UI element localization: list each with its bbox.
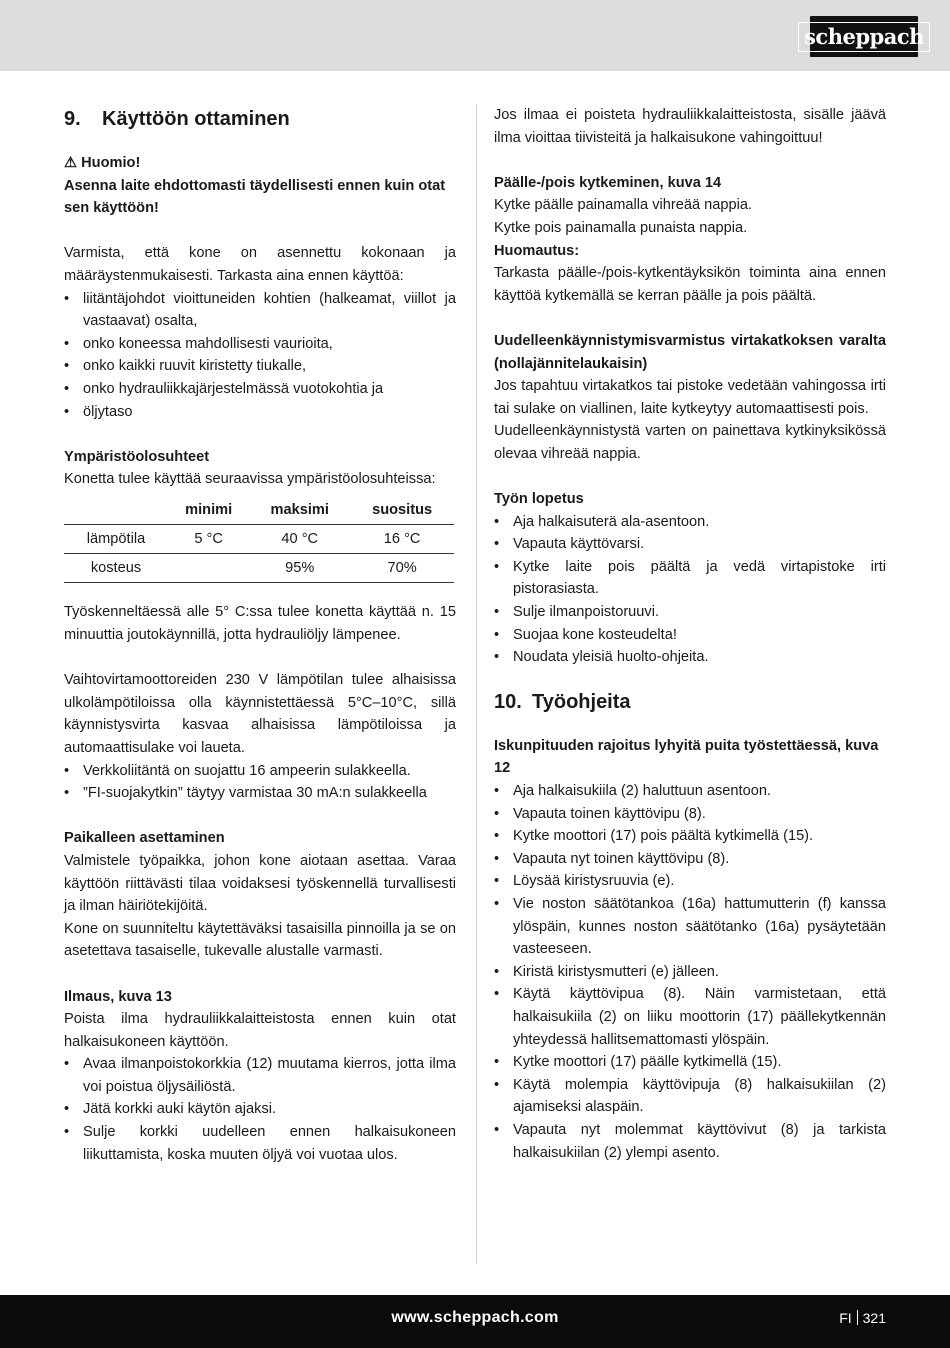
restart-title: Uudelleenkäynnistymisvarmistus virtakatkoksen varalta (nollajännitelaukaisin) bbox=[494, 332, 886, 372]
place-text: Valmistele työpaikka, johon kone aiotaan asettaa. Varaa käyttöön riittävästi tilaa voidaksesi työskennellä turvallisesti ja ilman häiriötekijöitä. bbox=[64, 852, 456, 915]
list-item: • Aja halkaisuterä ala-asentoon. bbox=[494, 511, 886, 534]
stroke-list bbox=[494, 780, 886, 1164]
table-cell: kosteus bbox=[64, 554, 168, 583]
table-header: minimi bbox=[168, 497, 249, 525]
switch-on-text: Kytke päälle painamalla vihreää nappia. bbox=[494, 197, 752, 214]
list-item: • Vie noston säätötankoa (16a) hattumutterin (f) kanssa ylöspäin, kunnes noston säätötanko (16a) pysäytetään vasteeseen. bbox=[494, 893, 886, 961]
list-item: • Aja halkaisukiila (2) haluttuun asentoon. bbox=[494, 780, 886, 803]
table-cell: 40 °C bbox=[249, 525, 350, 554]
list-item: • Käytä molempia käyttövipuja (8) halkaisukiilan (2) ajamiseksi alaspäin. bbox=[494, 1074, 886, 1119]
motor-list bbox=[64, 760, 456, 805]
table-header bbox=[64, 497, 168, 525]
page-number-value: 321 bbox=[862, 1310, 886, 1326]
motor-text: Vaihtovirtamoottoreiden 230 V lämpötilan tulee alhaisissa ulkolämpötiloissa olla käynnistettäessä 5°C–10°C, sillä käynnistysvirta kasvaa alhaisissa lämpötiloissa ja automaattisulake voi laueta. bbox=[64, 672, 456, 756]
footer-url[interactable]: www.scheppach.com bbox=[391, 1309, 559, 1326]
list-item: • Vapauta käyttövarsi. bbox=[494, 533, 886, 556]
page-separator bbox=[857, 1310, 858, 1325]
list-item: • Sulje ilmanpoistoruuvi. bbox=[494, 601, 886, 624]
switch-title: Päälle-/pois kytkeminen, kuva 14 bbox=[494, 174, 722, 191]
cold-text: Työskenneltäessä alle 5° C:ssa tulee konetta käyttää n. 15 minuuttia joutokäynnillä, jotta hydrauliöljy lämpenee. bbox=[64, 604, 456, 643]
table-header: maksimi bbox=[249, 497, 350, 525]
note-text: Tarkasta päälle-/pois-kytkentäyksikön toiminta aina ennen käyttöä kytkemällä se kerran päälle ja pois päältä. bbox=[494, 265, 886, 304]
list-item: • Kytke moottori (17) pois päältä kytkimellä (15). bbox=[494, 825, 886, 848]
env-table bbox=[64, 497, 454, 584]
section-heading-10 bbox=[494, 687, 886, 717]
list-item: • Vapauta toinen käyttövipu (8). bbox=[494, 803, 886, 826]
table-row bbox=[64, 554, 454, 583]
table-cell bbox=[168, 554, 249, 583]
brand-logo-text: scheppach bbox=[798, 22, 930, 52]
list-item: • Suojaa kone kosteudelta! bbox=[494, 624, 886, 647]
language-code: FI bbox=[839, 1310, 852, 1326]
env-title: Ympäristöolosuhteet bbox=[64, 448, 210, 465]
list-item: • Löysää kiristysruuvia (e). bbox=[494, 870, 886, 893]
table-header: suositus bbox=[350, 497, 454, 525]
list-item: • Kytke laite pois päältä ja vedä virtapistoke irti pistorasiasta. bbox=[494, 556, 886, 601]
table-cell: 5 °C bbox=[168, 525, 249, 554]
list-item: • Vapauta nyt toinen käyttövipu (8). bbox=[494, 848, 886, 871]
list-item: • ”FI-suojakytkin” täytyy varmistaa 30 mA:n sulakkeella bbox=[64, 782, 456, 805]
list-item: • Vapauta nyt molemmat käyttövivut (8) ja tarkista halkaisukiilan (2) ylempi asento. bbox=[494, 1119, 886, 1164]
vent-list bbox=[64, 1053, 456, 1166]
page-number bbox=[839, 1310, 886, 1326]
table-cell: 70% bbox=[350, 554, 454, 583]
right-column bbox=[494, 104, 886, 1164]
list-item: • Kytke moottori (17) päälle kytkimellä (15). bbox=[494, 1051, 886, 1074]
section-number: 9. bbox=[64, 108, 81, 130]
list-item: • onko koneessa mahdollisesti vaurioita, bbox=[64, 333, 456, 356]
table-cell: 95% bbox=[249, 554, 350, 583]
footer-bar bbox=[0, 1295, 950, 1348]
header-bar bbox=[0, 0, 950, 71]
vent-text: Poista ilma hydrauliikkalaitteistosta ennen kuin otat halkaisukoneen käyttöön. bbox=[64, 1011, 456, 1050]
check-list bbox=[64, 288, 456, 424]
list-item: • liitäntäjohdot vioittuneiden kohtien (halkeamat, viillot ja vastaavat) osalta, bbox=[64, 288, 456, 333]
column-divider bbox=[476, 104, 477, 1264]
switch-off-text: Kytke pois painamalla punaista nappia. bbox=[494, 219, 748, 236]
warning-text: Asenna laite ehdottomasti täydellisesti ennen kuin otat sen käyttöön! bbox=[64, 177, 446, 217]
list-item: • Käytä käyttövipua (8). Näin varmistetaan, että halkaisukiila (2) on liiku moottorin (17) päällekytkennän yhteydessä hallitsemattomasti ylöspäin. bbox=[494, 983, 886, 1051]
list-item: • Sulje korkki uudelleen ennen halkaisukoneen liikuttamista, koska muuten öljyä voi vuotaa ulos. bbox=[64, 1121, 456, 1166]
section-heading-9 bbox=[64, 104, 456, 134]
table-cell: 16 °C bbox=[350, 525, 454, 554]
restart-text: Uudelleenkäynnistystä varten on painettava kytkinyksikössä olevaa vihreää nappia. bbox=[494, 423, 886, 462]
note-title: Huomautus: bbox=[494, 242, 580, 259]
list-item: • onko kaikki ruuvit kiristetty tiukalle, bbox=[64, 355, 456, 378]
list-item: • Noudata yleisiä huolto-ohjeita. bbox=[494, 646, 886, 669]
end-list bbox=[494, 511, 886, 669]
section-title: Käyttöön ottaminen bbox=[102, 108, 290, 130]
restart-text: Jos tapahtuu virtakatkos tai pistoke vedetään vahingossa irti tai sulake on viallinen, laite kytkeytyy automaattisesti pois. bbox=[494, 378, 886, 417]
warning-title: ⚠ Huomio! bbox=[64, 155, 141, 171]
table-header-row bbox=[64, 497, 454, 525]
list-item: • onko hydrauliikkajärjestelmässä vuotokohtia ja bbox=[64, 378, 456, 401]
list-item: • Jätä korkki auki käytön ajaksi. bbox=[64, 1098, 456, 1121]
list-item: • Avaa ilmanpoistokorkkia (12) muutama kierros, jotta ilma voi poistua öljysäiliöstä. bbox=[64, 1053, 456, 1098]
left-column bbox=[64, 104, 456, 1166]
section-title: Työohjeita bbox=[532, 690, 631, 713]
list-item: • Verkkoliitäntä on suojattu 16 ampeerin sulakkeella. bbox=[64, 760, 456, 783]
table-row bbox=[64, 525, 454, 554]
list-item: • öljytaso bbox=[64, 401, 456, 424]
end-title: Työn lopetus bbox=[494, 491, 584, 508]
check-intro: Varmista, että kone on asennettu kokonaan ja määräystenmukaisesti. Tarkasta aina ennen käyttöä: bbox=[64, 245, 456, 284]
place-title: Paikalleen asettaminen bbox=[64, 830, 225, 847]
list-item: • Kiristä kiristysmutteri (e) jälleen. bbox=[494, 961, 886, 984]
brand-logo bbox=[804, 16, 924, 57]
place-text: Kone on suunniteltu käytettäväksi tasaisilla pinnoilla ja se on asetettava tasaiselle, tukevalle alustalle varmasti. bbox=[64, 920, 456, 960]
vent-title: Ilmaus, kuva 13 bbox=[64, 988, 172, 1005]
vent-warning: Jos ilmaa ei poisteta hydrauliikkalaitteistosta, sisälle jäävä ilma vioittaa tiivisteitä ja halkaisukone vahingoittuu! bbox=[494, 107, 886, 146]
stroke-title: Iskunpituuden rajoitus lyhyitä puita työstettäessä, kuva 12 bbox=[494, 737, 879, 777]
section-number: 10. bbox=[494, 690, 522, 713]
table-cell: lämpötila bbox=[64, 525, 168, 554]
env-intro: Konetta tulee käyttää seuraavissa ympäristöolosuhteissa: bbox=[64, 471, 436, 488]
